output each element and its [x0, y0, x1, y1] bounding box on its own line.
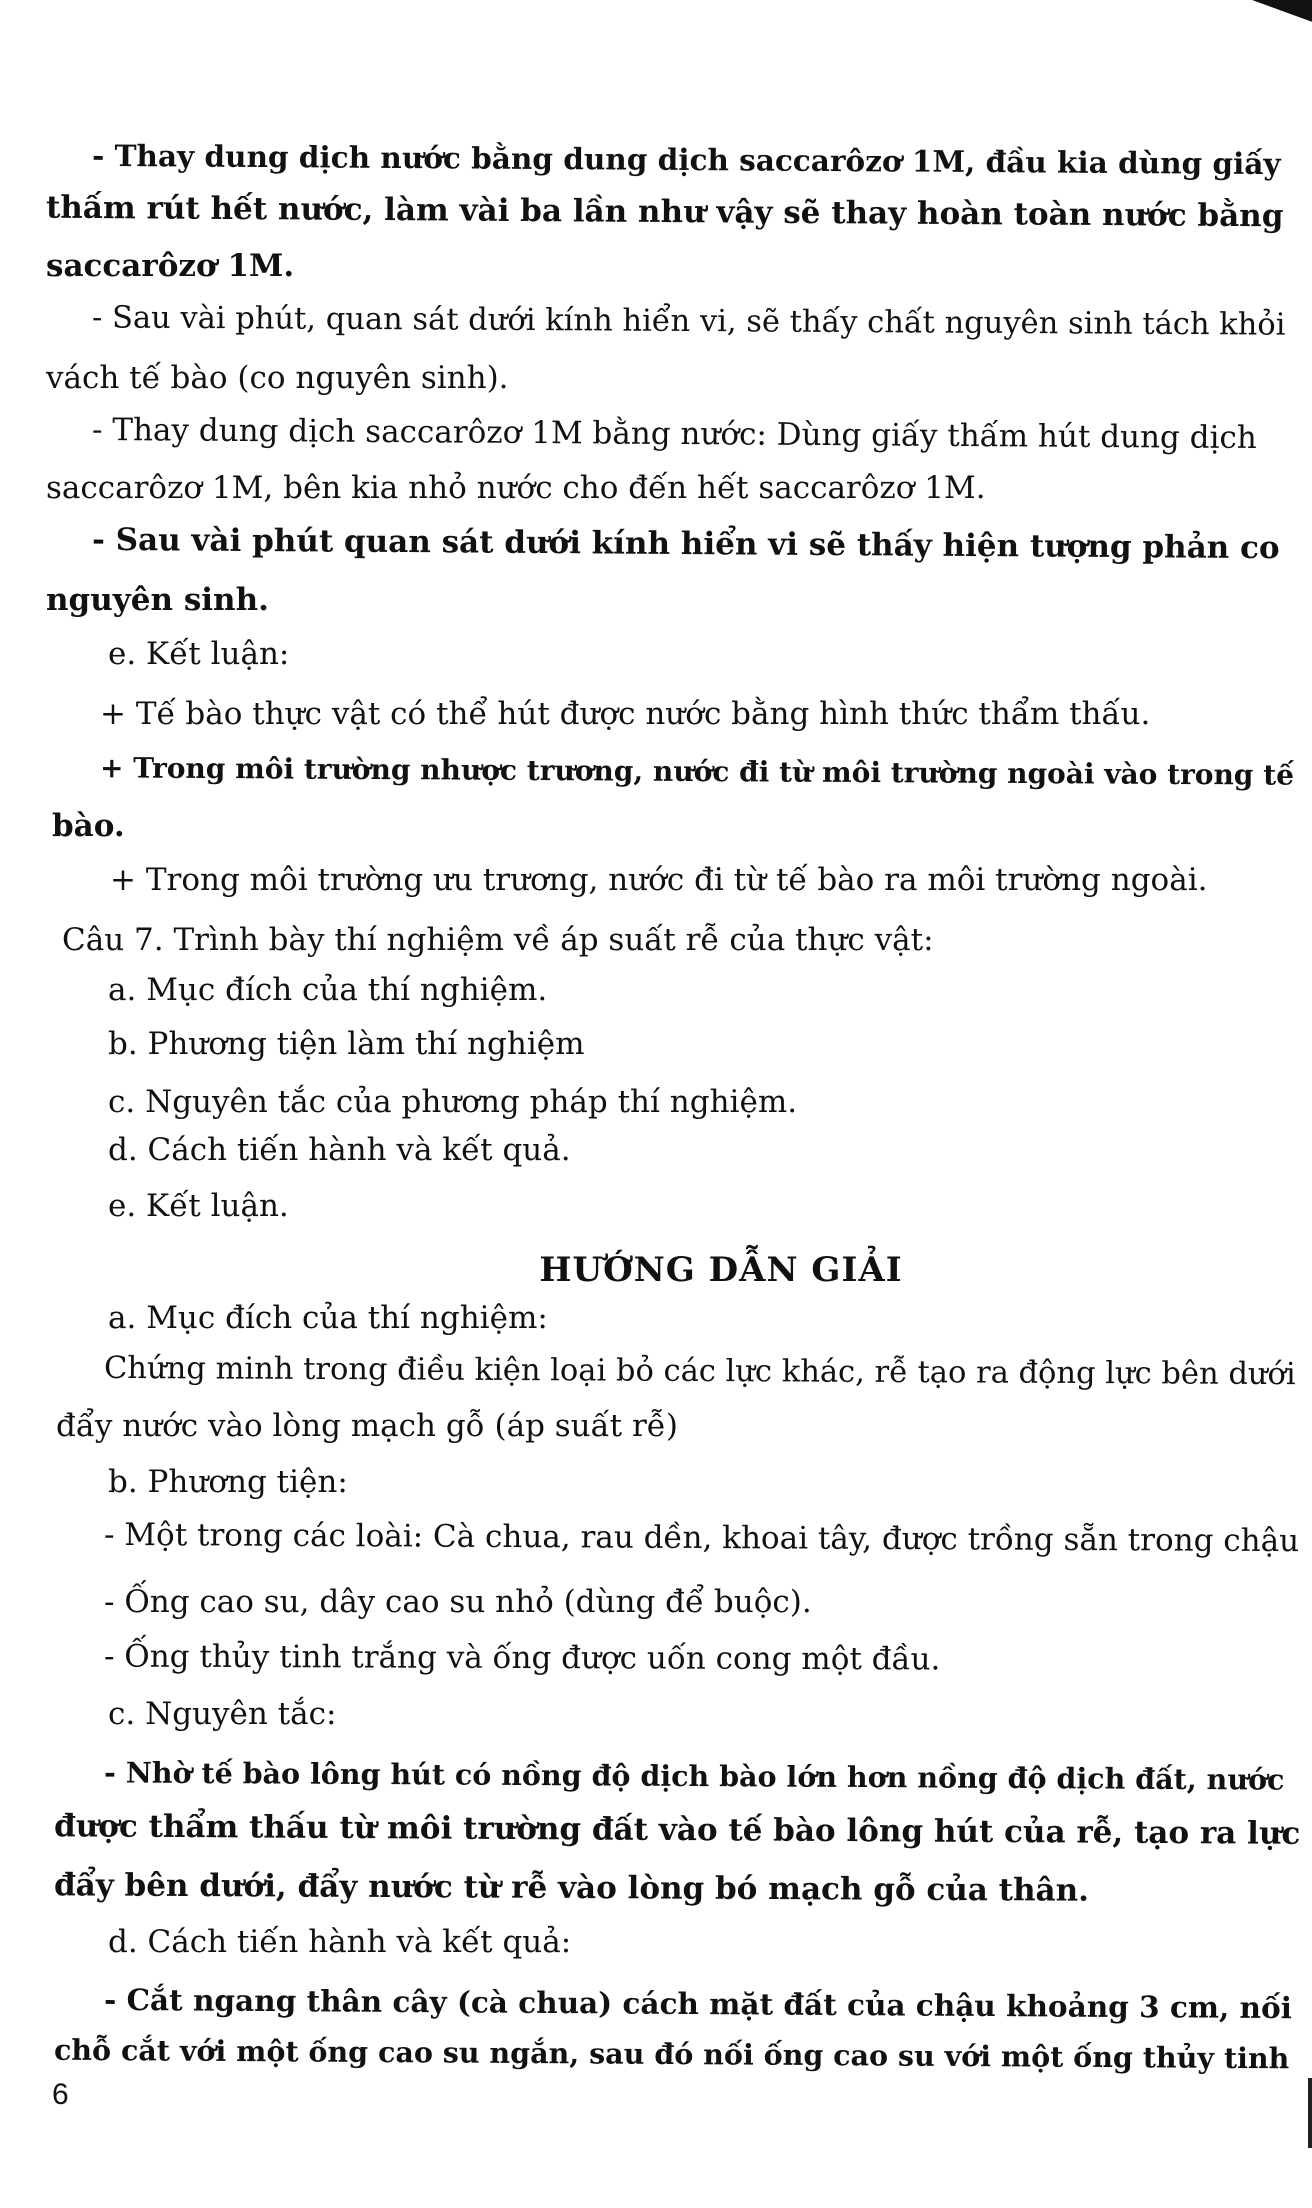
paragraph-line: + Tế bào thực vật có thể hút được nước bằng hình thức thẩm thấu.	[100, 696, 1151, 732]
paragraph-line: - Ống cao su, dây cao su nhỏ (dùng để buộc).	[104, 1584, 812, 1620]
question-item: a. Mục đích của thí nghiệm.	[108, 972, 548, 1008]
section-heading: HƯỚNG DẪN GIẢI	[539, 1250, 903, 1290]
paragraph-line: - Sau vài phút quan sát dưới kính hiển vi sẽ thấy hiện tượng phản co	[91, 521, 1280, 567]
paragraph-line: - Cắt ngang thân cây (cà chua) cách mặt đất của chậu khoảng 3 cm, nối	[103, 1981, 1293, 2026]
paragraph-line: thấm rút hết nước, làm vài ba lần như vậy sẽ thay hoàn toàn nước bằng	[45, 189, 1284, 235]
paragraph-line: - Thay dung dịch saccarôzơ 1M bằng nước: Dùng giấy thấm hút dung dịch	[91, 411, 1257, 457]
paragraph-line: + Trong môi trường ưu trương, nước đi từ tế bào ra môi trường ngoài.	[110, 862, 1208, 898]
paragraph-line: saccarôzơ 1M.	[46, 248, 295, 284]
paragraph-line: vách tế bào (co nguyên sinh).	[46, 360, 509, 396]
question-item: d. Cách tiến hành và kết quả.	[108, 1132, 571, 1168]
question-item: e. Kết luận.	[108, 1188, 289, 1224]
paragraph-line: Chứng minh trong điều kiện loại bỏ các lực khác, rễ tạo ra động lực bên dưới	[103, 1350, 1296, 1393]
question-item: b. Phương tiện làm thí nghiệm	[108, 1026, 585, 1062]
paragraph-line: bào.	[52, 808, 125, 844]
section-label: d. Cách tiến hành và kết quả:	[108, 1924, 572, 1960]
paragraph-line: - Thay dung dịch nước bằng dung dịch saccarôzơ 1M, đầu kia dùng giấy	[91, 137, 1281, 182]
question-title: Câu 7. Trình bày thí nghiệm về áp suất rễ của thực vật:	[62, 922, 934, 958]
paragraph-line: - Ống thủy tinh trắng và ống được uốn cong một đầu.	[103, 1638, 941, 1678]
paragraph-line: chỗ cắt với một ống cao su ngắn, sau đó nối ống cao su với một ống thủy tinh	[53, 2032, 1290, 2076]
page-number: 6	[52, 2078, 69, 2111]
paragraph-line: + Trong môi trường nhược trương, nước đi từ môi trường ngoài vào trong tế	[99, 751, 1295, 792]
section-label: c. Nguyên tắc:	[108, 1696, 337, 1732]
paragraph-line: nguyên sinh.	[46, 582, 269, 618]
paragraph-line: - Sau vài phút, quan sát dưới kính hiển vi, sẽ thấy chất nguyên sinh tách khỏi	[91, 300, 1286, 343]
paragraph-line: đẩy bên dưới, đẩy nước từ rễ vào lòng bó mạch gỗ của thân.	[53, 1867, 1090, 1909]
scan-shadow	[1242, 0, 1312, 36]
paragraph-line: saccarôzơ 1M, bên kia nhỏ nước cho đến hết saccarôzơ 1M.	[46, 470, 986, 506]
scan-edge-mark	[1308, 2078, 1312, 2148]
paragraph-line: - Nhờ tế bào lông hút có nồng độ dịch bào lớn hơn nồng độ dịch đất, nước	[103, 1755, 1285, 1797]
paragraph-line: đẩy nước vào lòng mạch gỗ (áp suất rễ)	[56, 1408, 678, 1444]
section-label: a. Mục đích của thí nghiệm:	[108, 1300, 548, 1336]
section-label: e. Kết luận:	[108, 636, 290, 672]
question-item: c. Nguyên tắc của phương pháp thí nghiệm.	[108, 1084, 798, 1120]
section-label: b. Phương tiện:	[108, 1464, 348, 1500]
paragraph-line: được thẩm thấu từ môi trường đất vào tế bào lông hút của rễ, tạo ra lực	[53, 1808, 1301, 1852]
paragraph-line: - Một trong các loài: Cà chua, rau dền, khoai tây, được trồng sẵn trong chậu	[103, 1516, 1300, 1560]
